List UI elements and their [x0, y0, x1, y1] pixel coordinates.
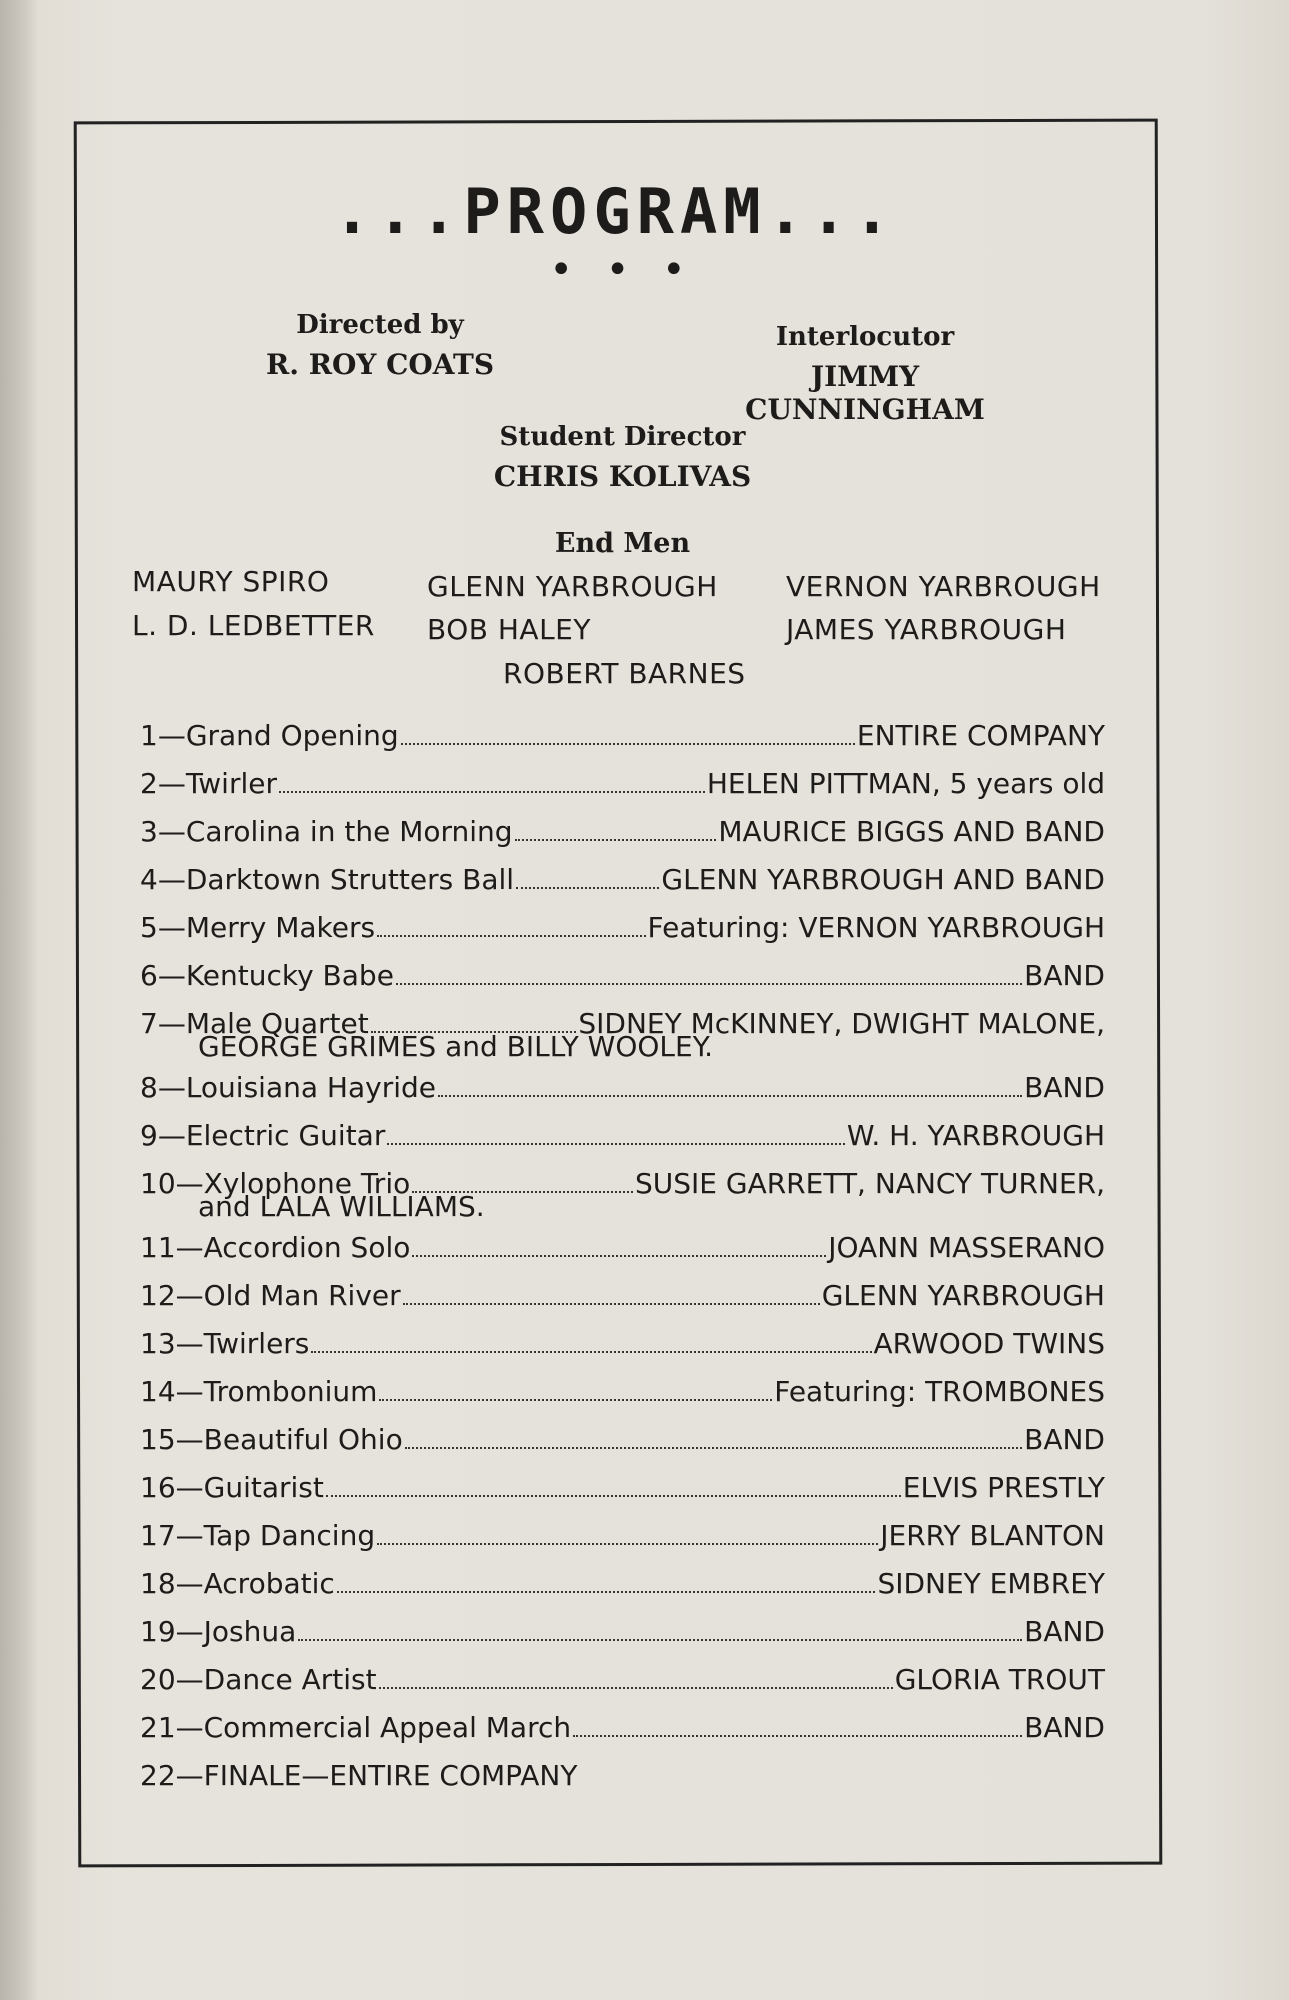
- student-director-name: CHRIS KOLIVAS: [493, 460, 752, 493]
- dot-leader: [379, 1399, 772, 1401]
- program-item: 5—Merry Makers Featuring: VERNON YARBROUGH: [140, 911, 1105, 944]
- program-item: 3—Carolina in the Morning MAURICE BIGGS AND BAND: [140, 815, 1105, 848]
- dot-leader: [573, 1735, 1022, 1737]
- program-item: 19—Joshua BAND: [140, 1615, 1105, 1648]
- dot-leader: [387, 1143, 845, 1145]
- dot-leader: [298, 1639, 1022, 1641]
- program-item: 7—Male Quartet SIDNEY McKINNEY, DWIGHT MALONE,: [140, 1007, 1105, 1040]
- program-item: 18—Acrobatic SIDNEY EMBREY: [140, 1567, 1105, 1600]
- end-men-heading: End Men: [554, 528, 691, 559]
- program-item: 14—Trombonium Featuring: TROMBONES: [140, 1375, 1105, 1408]
- dot-leader: [396, 983, 1022, 985]
- program-item-finale: 22—FINALE—ENTIRE COMPANY: [140, 1759, 578, 1792]
- dot-leader: [405, 1447, 1022, 1449]
- program-item: 9—Electric Guitar W. H. YARBROUGH: [140, 1119, 1105, 1152]
- program-list: [140, 712, 1105, 1800]
- program-item: 17—Tap Dancing JERRY BLANTON: [140, 1519, 1105, 1552]
- dot-leader: [515, 839, 717, 841]
- program-item: 12—Old Man River GLENN YARBROUGH: [140, 1279, 1105, 1312]
- program-item: 20—Dance Artist GLORIA TROUT: [140, 1663, 1105, 1696]
- dot-leader: [377, 935, 645, 937]
- dot-leader: [377, 1543, 878, 1545]
- program-item: 11—Accordion Solo JOANN MASSERANO: [140, 1231, 1105, 1264]
- director-name: R. ROY COATS: [265, 348, 495, 381]
- program-item: 2—Twirler HELEN PITTMAN, 5 years old: [140, 767, 1105, 800]
- dot-leader: [379, 1687, 893, 1689]
- end-man-name: ROBERT BARNES: [503, 657, 746, 690]
- end-man-name: MAURY SPIRO: [132, 565, 330, 598]
- program-item: 8—Louisiana Hayride BAND: [140, 1071, 1105, 1104]
- program-item: 16—Guitarist ELVIS PRESTLY: [140, 1471, 1105, 1504]
- program-item: 6—Kentucky Babe BAND: [140, 959, 1105, 992]
- program-item: 13—Twirlers ARWOOD TWINS: [140, 1327, 1105, 1360]
- program-item: 15—Beautiful Ohio BAND: [140, 1423, 1105, 1456]
- program-item: 4—Darktown Strutters Ball GLENN YARBROUGH AND BAND: [140, 863, 1105, 896]
- directed-by-label: Directed by: [296, 310, 464, 340]
- program-item: 1—Grand Opening ENTIRE COMPANY: [140, 719, 1105, 752]
- student-director-label: Student Director: [499, 422, 746, 452]
- interlocutor-name: JIMMY CUNNINGHAM: [745, 360, 985, 426]
- end-man-name: L. D. LEDBETTER: [132, 609, 375, 642]
- program-item: 21—Commercial Appeal March BAND: [140, 1711, 1105, 1744]
- page-spine-shadow: [0, 0, 38, 2000]
- end-man-name: GLENN YARBROUGH: [427, 570, 718, 603]
- dot-leader: [403, 1303, 820, 1305]
- program-item-continuation: and LALA WILLIAMS.: [198, 1190, 485, 1223]
- dot-leader: [311, 1351, 871, 1353]
- dot-leader: [438, 1095, 1022, 1097]
- title-divider-dots: • • •: [549, 247, 696, 293]
- end-man-name: JAMES YARBROUGH: [786, 613, 1067, 646]
- page-title: ...PROGRAM...: [333, 175, 897, 248]
- dot-leader: [412, 1255, 826, 1257]
- interlocutor-label: Interlocutor: [775, 322, 955, 352]
- student-director-credit: [465, 422, 780, 493]
- directed-by-credit: [230, 310, 530, 381]
- interlocutor-credit: [690, 322, 1040, 426]
- end-man-name: BOB HALEY: [427, 613, 591, 646]
- dot-leader: [337, 1591, 876, 1593]
- dot-leader: [326, 1495, 901, 1497]
- end-man-name: VERNON YARBROUGH: [786, 570, 1101, 603]
- dot-leader: [401, 743, 855, 745]
- program-item: 10—Xylophone Trio SUSIE GARRETT, NANCY TURNER,: [140, 1167, 1105, 1200]
- dot-leader: [279, 791, 705, 793]
- program-item-continuation: GEORGE GRIMES and BILLY WOOLEY.: [198, 1030, 714, 1063]
- dot-leader: [516, 887, 659, 889]
